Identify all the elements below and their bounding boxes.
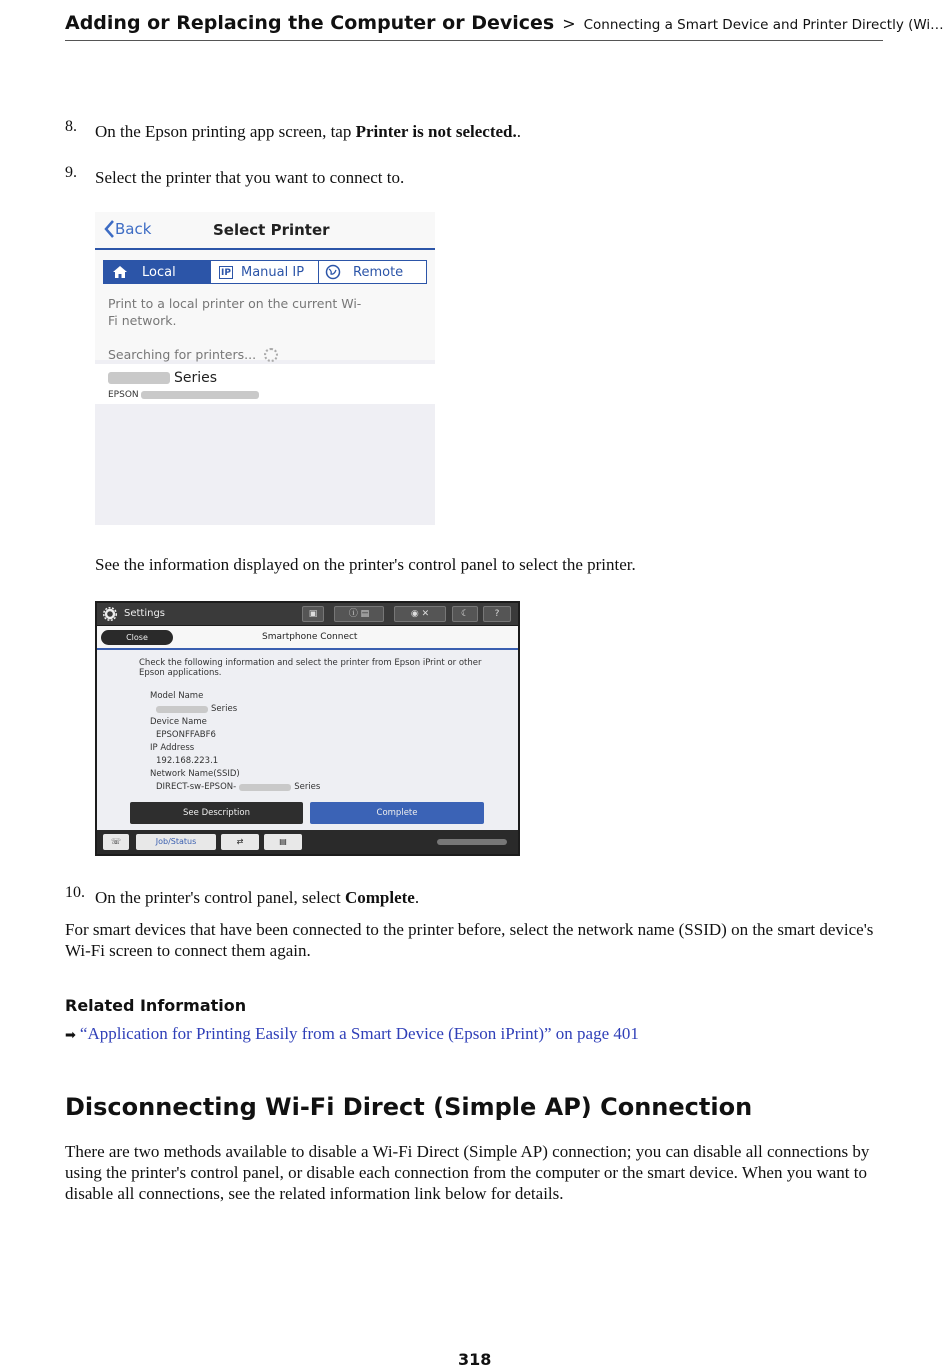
- complete-button[interactable]: Complete: [310, 802, 484, 824]
- step-9-number: 9.: [65, 164, 77, 181]
- phone-title: Select Printer: [213, 221, 330, 239]
- ssid-value: [150, 781, 320, 794]
- ssid-prefix: DIRECT-sw-EPSON-: [156, 782, 237, 792]
- step-10-pre: On the printer's control panel, select: [95, 888, 345, 907]
- ip-address-label: IP Address: [150, 743, 195, 753]
- tab-remote-label: Remote: [353, 264, 404, 280]
- home-icon: [112, 265, 128, 279]
- phone-icon[interactable]: ☏: [103, 834, 129, 850]
- network-icon[interactable]: ◉ ✕: [394, 606, 446, 622]
- reconnect-note: For smart devices that have been connected to the printer before, select the network name (SSID) on the smart device's Wi-Fi screen to connect them again.: [65, 920, 874, 960]
- gear-icon: [103, 607, 117, 621]
- spinner-icon: [264, 348, 278, 362]
- panel-intro: [139, 658, 482, 678]
- step-9-text: Select the printer that you want to connect to.: [95, 168, 405, 187]
- chevron-left-icon: [103, 219, 115, 239]
- section-heading: Disconnecting Wi-Fi Direct (Simple AP) Connection: [65, 1093, 753, 1121]
- device-name-label: Device Name: [150, 717, 207, 727]
- panel-intro-line-1: Check the following information and select the printer from Epson iPrint or other: [139, 658, 482, 668]
- panel-body: [97, 650, 518, 830]
- select-printer-screenshot: [95, 212, 435, 525]
- fax-icon[interactable]: ▤: [264, 834, 302, 850]
- step-10-post: .: [414, 888, 420, 907]
- searching-label: Searching for printers...: [108, 347, 257, 362]
- printer-name-suffix: Series: [174, 370, 218, 386]
- back-label: Back: [115, 220, 152, 238]
- searching-status: [108, 346, 278, 363]
- step-10-bold: Complete: [344, 888, 415, 907]
- page-number: 318: [458, 1350, 492, 1369]
- ssid-suffix: Series: [294, 782, 321, 792]
- redacted-model-name: [156, 706, 208, 713]
- model-name-label: Model Name: [150, 691, 204, 701]
- printer-name: [108, 370, 217, 386]
- related-link-row: [65, 1024, 639, 1044]
- help-icon[interactable]: ?: [483, 606, 511, 622]
- printer-list-item[interactable]: [95, 364, 435, 404]
- tab-local[interactable]: [103, 260, 211, 284]
- panel-status-bar: [97, 603, 518, 625]
- section-paragraph: There are two methods available to disable a Wi-Fi Direct (Simple AP) connection; you can disable all connections by using the printer's control panel, or disable each connection from the computer or the smart device. When you want to disable all connections, see the related information link below for details.: [65, 1142, 870, 1203]
- back-button[interactable]: [103, 219, 151, 239]
- header-separator: >: [562, 14, 576, 33]
- sleep-icon[interactable]: ☾: [452, 606, 478, 622]
- printer-panel-screenshot: [95, 601, 520, 856]
- tab-manual-ip-label: Manual IP: [241, 264, 305, 280]
- step-10-text: [95, 887, 419, 908]
- description-line-1: Print to a local printer on the current Wi-: [108, 296, 362, 311]
- job-status-button[interactable]: Job/Status: [136, 834, 216, 850]
- header-title: Adding or Replacing the Computer or Devices: [65, 12, 555, 34]
- ip-address-value: 192.168.223.1: [156, 756, 219, 766]
- step-8-post: .: [516, 122, 522, 141]
- printer-detail-prefix: EPSON: [108, 390, 139, 400]
- settings-label: Settings: [124, 608, 166, 619]
- step-10-number: 10.: [65, 884, 85, 901]
- description-line-2: Fi network.: [108, 313, 177, 328]
- related-info-heading: Related Information: [65, 996, 247, 1015]
- globe-icon: [325, 264, 341, 280]
- step-8-text: [95, 121, 521, 142]
- panel-intro-line-2: Epson applications.: [139, 668, 222, 678]
- arrow-right-icon: ➡: [65, 1028, 76, 1043]
- model-name-suffix: Series: [211, 704, 238, 714]
- title-underline: [95, 248, 435, 250]
- ssid-label: Network Name(SSID): [150, 769, 240, 779]
- redacted-address: [141, 391, 259, 399]
- panel-title: Smartphone Connect: [262, 632, 358, 642]
- redacted-model: [108, 372, 170, 384]
- redacted-ssid: [239, 784, 291, 791]
- see-info-text: See the information displayed on the printer's control panel to select the printer.: [95, 555, 636, 574]
- step-8-pre: On the Epson printing app screen, tap: [95, 122, 356, 141]
- step-8-number: 8.: [65, 118, 77, 135]
- panel-footer: [97, 830, 518, 854]
- tab-local-label: Local: [142, 264, 176, 280]
- local-description: [108, 295, 361, 329]
- ip-icon: IP: [219, 266, 233, 279]
- field-model-name: [150, 690, 320, 794]
- model-name-value: [150, 703, 320, 716]
- tab-manual-ip[interactable]: [210, 260, 319, 284]
- panel-title-bar: [97, 626, 518, 650]
- header-subtitle: Connecting a Smart Device and Printer Directly (Wi…: [583, 17, 944, 33]
- step-8-bold: Printer is not selected.: [355, 122, 517, 141]
- memory-icon[interactable]: ▣: [302, 606, 324, 622]
- iprint-link[interactable]: “Application for Printing Easily from a Smart Device (Epson iPrint)” on page 401: [79, 1024, 639, 1043]
- copy-icon[interactable]: ⇄: [221, 834, 259, 850]
- see-description-button[interactable]: See Description: [130, 802, 303, 824]
- running-header: [65, 12, 944, 41]
- info-icon[interactable]: ⓘ ▤: [334, 606, 384, 622]
- date-time: [437, 839, 507, 845]
- device-name-value: EPSONFFABF6: [156, 730, 216, 740]
- printer-detail: [108, 390, 259, 400]
- tab-remote[interactable]: [318, 260, 427, 284]
- close-button[interactable]: Close: [101, 630, 173, 645]
